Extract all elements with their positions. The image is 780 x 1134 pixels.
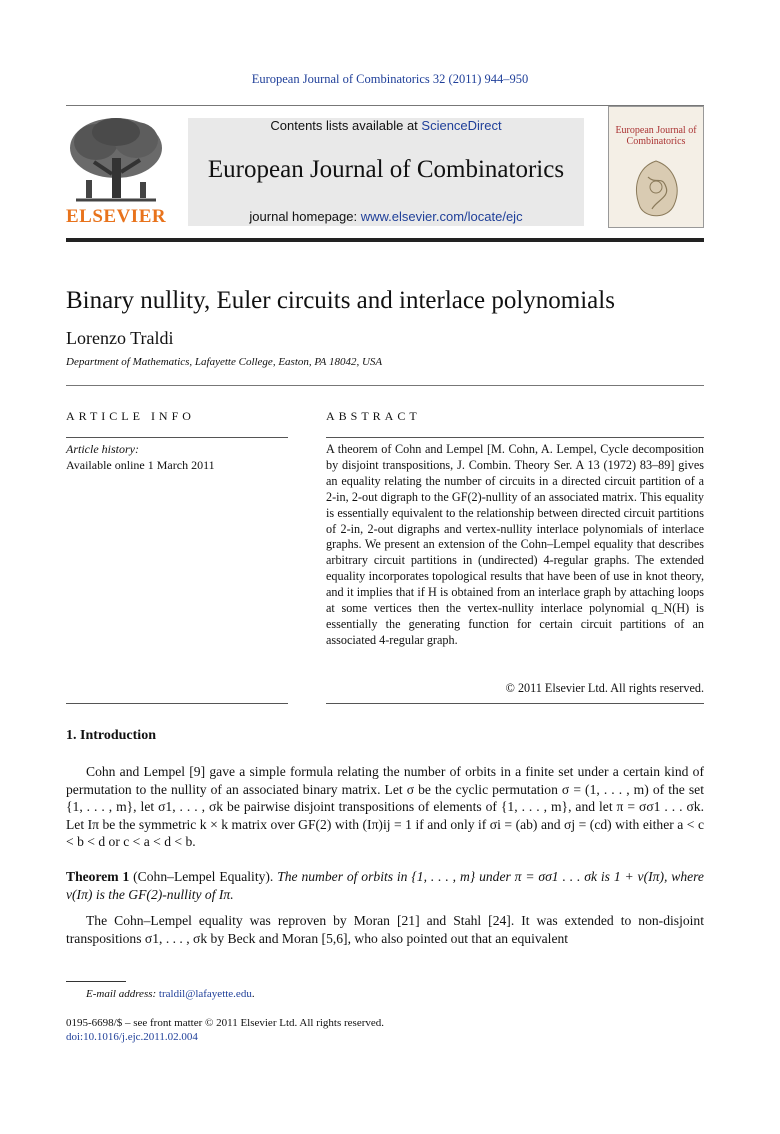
available-online: Available online 1 March 2011	[66, 458, 215, 472]
header-thick-rule	[66, 238, 704, 242]
contents-prefix: Contents lists available at	[270, 118, 422, 133]
intro-paragraph-1: Cohn and Lempel [9] gave a simple formula relating the number of orbits in a finite set under a certain kind of permutation to the nullity of an associated binary matrix. Let σ be the cyclic permutation σ = (1, . . . , m) of the set {1, . . . , m}, let σ1, . . . , σk be pairwise disjoint transpositions of elements of {1, . . . , m}, and let π = σσ1 . . . σk. Let Iπ be the symmetric k × k matrix over GF(2) with (Iπ)ij = 1 if and only if σi = (ab) and σj = (cd) with either a < c < b < d or c < a < d < b.	[66, 764, 704, 849]
abstract-rule	[326, 437, 704, 438]
author-affiliation: Department of Mathematics, Lafayette College, Easton, PA 18042, USA	[66, 356, 383, 368]
abstract-text: A theorem of Cohn and Lempel [M. Cohn, A. Lempel, Cycle decomposition by disjoint transpositions, J. Combin. Theory Ser. A 13 (1972) 83–89] gives an equality relating the number of circuits in a directed circuit partition of a 2-in, 2-out digraph to the GF(2)-nullity of an associated matrix. This equality is essentially equivalent to the relationship between directed circuit partitions of 2-in, 2-out digraphs and vertex-nullity interlace polynomials of interlace graphs. We present an extension of the Cohn–Lempel equality that describes arbitrary circuit partitions in (undirected) 4-regular graphs. The extended equality incorporates topological results that have been of use in knot theory, and it implies that if H is obtained from an interlace graph by attaching loops at some vertices then the vertex-nullity interlace polynomial q_N(H) is essentially the generating function for certain circuit partitions of an associated 4-regular graph.	[326, 442, 704, 647]
abstract-copyright: © 2011 Elsevier Ltd. All rights reserved.	[505, 681, 704, 695]
email-link[interactable]: traldil@lafayette.edu	[158, 988, 252, 1000]
homepage-prefix: journal homepage:	[249, 209, 361, 224]
email-end: .	[251, 988, 255, 1000]
abstract-bottom-rule	[326, 703, 704, 704]
journal-reference[interactable]: European Journal of Combinatorics 32 (2011) 944–950	[251, 72, 529, 86]
email-label: E-mail address:	[86, 988, 159, 1000]
issn-line: 0195-6698/$ – see front matter © 2011 Elsevier Ltd. All rights reserved.	[66, 1017, 385, 1029]
journal-cover-thumbnail	[608, 106, 704, 228]
article-info-heading: ARTICLE INFO	[66, 409, 195, 423]
intro-paragraph-2: The Cohn–Lempel equality was reproven by Moran [21] and Stahl [24]. It was extended to non-disjoint transpositions σ1, . . . , σk by Beck and Moran [5,6], who also pointed out that an equivalent	[66, 913, 704, 946]
contents-line	[188, 118, 584, 133]
abstract-heading: ABSTRACT	[326, 409, 421, 423]
article-title: Binary nullity, Euler circuits and interlace polynomials	[66, 287, 615, 314]
sciencedirect-link[interactable]: ScienceDirect	[421, 118, 502, 133]
theorem-statement: The number of orbits in {1, . . . , m} under π = σσ1 . . . σk is 1 + ν(Iπ), where ν(Iπ) is the GF(2)-nullity of Iπ.	[66, 869, 704, 902]
article-author: Lorenzo Traldi	[66, 328, 174, 348]
journal-name: European Journal of Combinatorics	[207, 156, 565, 183]
article-history-label: Article history:	[66, 442, 139, 456]
elsevier-wordmark: ELSEVIER	[66, 206, 167, 227]
theorem-1	[66, 868, 704, 903]
doi-link[interactable]: doi:10.1016/j.ejc.2011.02.004	[66, 1031, 198, 1043]
footnote-rule	[66, 981, 126, 982]
elsevier-tree-logo	[66, 114, 166, 206]
title-bottom-rule	[66, 385, 704, 386]
theorem-label: Theorem 1	[66, 869, 130, 884]
theorem-name: (Cohn–Lempel Equality).	[133, 869, 274, 884]
homepage-link[interactable]: www.elsevier.com/locate/ejc	[360, 209, 523, 224]
homepage-line	[188, 209, 584, 224]
cover-title: European Journal of Combinatorics	[615, 125, 697, 147]
email-footnote	[86, 988, 255, 1000]
article-info-bottom-rule	[66, 703, 288, 704]
article-info-rule	[66, 437, 288, 438]
cover-illustration	[626, 157, 686, 221]
intro-heading: 1. Introduction	[66, 728, 156, 743]
